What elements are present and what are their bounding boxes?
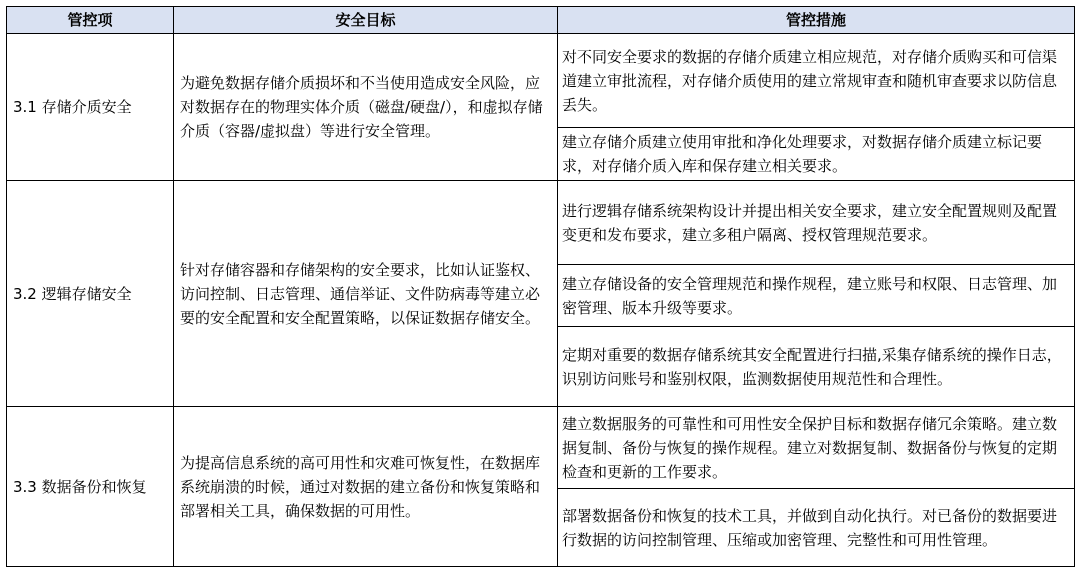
control-table xyxy=(6,6,1075,567)
security-goal-3-2: 针对存储容器和存储架构的安全要求，比如认证鉴权、访问控制、日志管理、通信举证、文件防病毒等建立必要的安全配置和安全配置策略，以保证数据存储安全。 xyxy=(174,181,558,407)
table-row xyxy=(7,34,1075,128)
control-table-container xyxy=(6,6,1074,564)
control-measure-3-1-2: 建立存储介质建立使用审批和净化处理要求，对数据存储介质建立标记要求，对存储介质入库和保存建立相关要求。 xyxy=(558,128,1075,181)
control-measure-3-3-2: 部署数据备份和恢复的技术工具，并做到自动化执行。对已备份的数据要进行数据的访问控制管理、压缩或加密管理、完整性和可用性管理。 xyxy=(558,489,1075,567)
control-item-3-1: 3.1 存储介质安全 xyxy=(7,34,174,181)
control-measure-3-1-1: 对不同安全要求的数据的存储介质建立相应规范，对存储介质购买和可信渠道建立审批流程，对存储介质使用的建立常规审查和随机审查要求以防信息丢失。 xyxy=(558,34,1075,128)
security-goal-3-1: 为避免数据存储介质损坏和不当使用造成安全风险，应对数据存在的物理实体介质（磁盘/硬盘/），和虚拟存储介质（容器/虚拟盘）等进行安全管理。 xyxy=(174,34,558,181)
table-row xyxy=(7,407,1075,489)
header-item: 管控项 xyxy=(7,7,174,34)
control-item-3-3: 3.3 数据备份和恢复 xyxy=(7,407,174,567)
control-measure-3-2-3: 定期对重要的数据存储系统其安全配置进行扫描,采集存储系统的操作日志，识别访问账号和鉴别权限，监测数据使用规范性和合理性。 xyxy=(558,327,1075,407)
control-measure-3-3-1: 建立数据服务的可靠性和可用性安全保护目标和数据存储冗余策略。建立数据复制、备份与恢复的操作规程。建立对数据复制、数据备份与恢复的定期检查和更新的工作要求。 xyxy=(558,407,1075,489)
control-measure-3-2-1: 进行逻辑存储系统架构设计并提出相关安全要求，建立安全配置规则及配置变更和发布要求，建立多租户隔离、授权管理规范要求。 xyxy=(558,181,1075,265)
control-item-3-2: 3.2 逻辑存储安全 xyxy=(7,181,174,407)
table-row xyxy=(7,181,1075,265)
header-row xyxy=(7,7,1075,34)
control-measure-3-2-2: 建立存储设备的安全管理规范和操作规程，建立账号和权限、日志管理、加密管理、版本升级等要求。 xyxy=(558,265,1075,327)
security-goal-3-3: 为提高信息系统的高可用性和灾难可恢复性，在数据库系统崩溃的时候，通过对数据的建立备份和恢复策略和部署相关工具，确保数据的可用性。 xyxy=(174,407,558,567)
header-goal: 安全目标 xyxy=(174,7,558,34)
header-measure: 管控措施 xyxy=(558,7,1075,34)
